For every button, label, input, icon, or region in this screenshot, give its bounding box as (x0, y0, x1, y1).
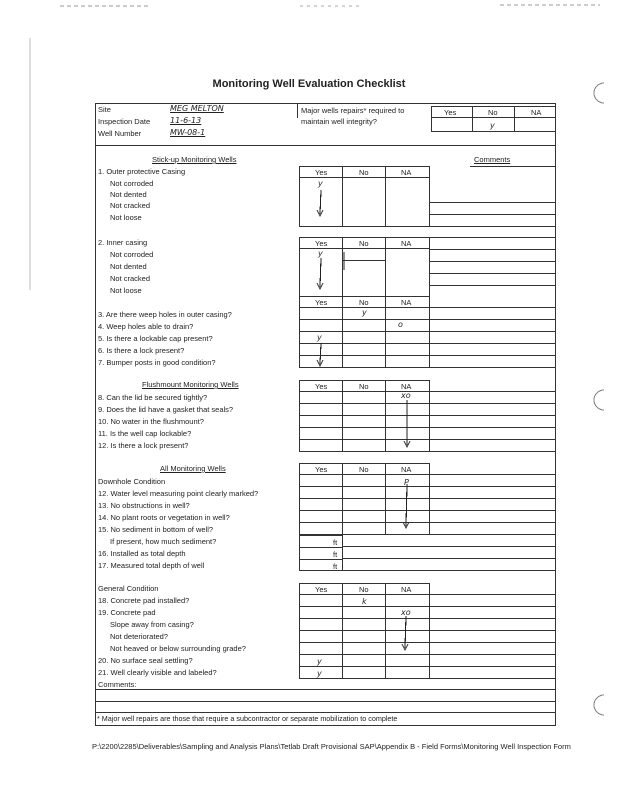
q17-label: 17. Measured total depth of well (98, 561, 205, 570)
q19a-label: Slope away from casing? (110, 620, 194, 629)
comments-label: Comments: (98, 680, 137, 689)
header-no: No (488, 108, 498, 117)
sediment-label: If present, how much sediment? (110, 537, 217, 546)
q5-label: 5. Is there a lockable cap present? (98, 334, 213, 343)
flush-na: NA (401, 382, 412, 391)
q10-label: 10. No water in the flushmount? (98, 417, 204, 426)
q2-yes: Yes (315, 239, 328, 248)
all-yes: Yes (315, 465, 328, 474)
major-repairs-mark[interactable]: y (490, 121, 495, 130)
q6-label: 6. Is there a lock present? (98, 346, 185, 355)
q18-no-mark[interactable]: k (362, 597, 367, 606)
site-value[interactable]: MEG MELTON (170, 104, 224, 113)
ditto-arrow-q2 (317, 258, 323, 289)
ditto-arrow-q1 (317, 190, 323, 216)
q2-label: 2. Inner casing (98, 238, 148, 247)
q2-yes-mark[interactable]: y (318, 249, 323, 258)
stickup-yes: Yes (315, 168, 328, 177)
q8-label: 8. Can the lid be secured tightly? (98, 393, 208, 402)
page-title: Monitoring Well Evaluation Checklist (212, 78, 406, 90)
stickup-title: Stick-up Monitoring Wells (152, 155, 237, 164)
gen-yes: Yes (315, 585, 328, 594)
q3-label: 3. Are there weep holes in outer casing? (98, 310, 232, 319)
measured-depth-unit: ft (333, 562, 338, 571)
q3-yes: Yes (315, 298, 328, 307)
all-wells-title: All Monitoring Wells (160, 464, 226, 473)
well-number-value[interactable]: MW-08-1 (170, 128, 206, 137)
q1-item: Not loose (110, 213, 142, 222)
installed-depth-unit: ft (333, 550, 338, 559)
q16-label: 16. Installed as total depth (98, 549, 186, 558)
q15-label: 15. No sediment in bottom of well? (98, 525, 214, 534)
q2-item: Not cracked (110, 274, 151, 283)
q4-na-mark[interactable]: o (398, 320, 403, 329)
major-repairs-question: Major wells repairs* required to maintain well integrity? (301, 106, 405, 126)
q1-item: Not corroded (110, 179, 154, 188)
well-number-label: Well Number (98, 129, 142, 138)
stickup-no: No (359, 168, 369, 177)
q1-yes-mark[interactable]: y (318, 179, 323, 188)
general-title: General Condition (98, 584, 159, 593)
q7-label: 7. Bumper posts in good condition? (98, 358, 216, 367)
q9-label: 9. Does the lid have a gasket that seals? (98, 405, 234, 414)
q5-yes-mark[interactable]: y (317, 333, 322, 342)
inspection-date-value[interactable]: 11-6-13 (170, 116, 202, 125)
q1-label: 1. Outer protective Casing (98, 167, 186, 176)
inspection-date-label: Inspection Date (98, 117, 151, 126)
q18-label: 18. Concrete pad installed? (98, 596, 190, 605)
footnote: * Major well repairs are those that require a subcontractor or separate mobilization to complete (97, 714, 398, 723)
footer-path: P:\2200\2285\Deliverables\Sampling and Analysis Plans\Tetlab Draft Provisional SAP\Appendix B - Field Forms\Monitoring Well Inspection Form (92, 742, 571, 751)
q21-yes-mark[interactable]: y (317, 669, 322, 678)
sediment-unit: ft (333, 538, 338, 547)
q3-na: NA (401, 298, 412, 307)
q1-item: Not dented (110, 190, 147, 199)
q13-label: 13. No obstructions in well? (98, 501, 190, 510)
q2-no: No (359, 239, 369, 248)
q19-na-mark[interactable]: xo (401, 608, 411, 617)
gen-na: NA (401, 585, 412, 594)
flush-no: No (359, 382, 369, 391)
ditto-arrow-all (403, 484, 409, 528)
q19-label: 19. Concrete pad (98, 608, 156, 617)
q3-no-mark[interactable]: y (362, 308, 367, 317)
q4-label: 4. Weep holes able to drain? (98, 322, 194, 331)
q20-yes-mark[interactable]: y (317, 657, 322, 666)
q20-label: 20. No surface seal settling? (98, 656, 193, 665)
q19b-label: Not deteriorated? (110, 632, 168, 641)
downhole-subtitle: Downhole Condition (98, 477, 166, 486)
ditto-arrow-general (402, 616, 408, 650)
ditto-arrow-q5 (317, 343, 323, 366)
q14-label: 14. No plant roots or vegetation in well? (98, 513, 230, 522)
q11-label: 11. Is the well cap lockable? (98, 429, 192, 438)
header-yes: Yes (444, 108, 457, 117)
q12b-na-mark[interactable]: P (404, 478, 409, 487)
site-label: Site (98, 105, 111, 114)
q21-label: 21. Well clearly visible and labeled? (98, 668, 217, 677)
q1-item: Not cracked (110, 201, 151, 210)
q12b-label: 12. Water level measuring point clearly marked? (98, 489, 259, 498)
q2-na: NA (401, 239, 412, 248)
flushmount-title: Flushmount Monitoring Wells (142, 380, 239, 389)
q2-item: Not corroded (110, 250, 154, 259)
all-na: NA (401, 465, 412, 474)
flush-yes: Yes (315, 382, 328, 391)
q2-item: Not dented (110, 262, 147, 271)
q2-item: Not loose (110, 286, 142, 295)
header-na: NA (531, 108, 542, 117)
all-no: No (359, 465, 369, 474)
q12-label: 12. Is there a lock present? (98, 441, 189, 450)
q8-na-mark[interactable]: xo (401, 391, 411, 400)
comments-header: Comments (474, 155, 511, 164)
stickup-na: NA (401, 168, 412, 177)
q19c-label: Not heaved or below surrounding grade? (110, 644, 246, 653)
q3-no: No (359, 298, 369, 307)
gen-no: No (359, 585, 369, 594)
